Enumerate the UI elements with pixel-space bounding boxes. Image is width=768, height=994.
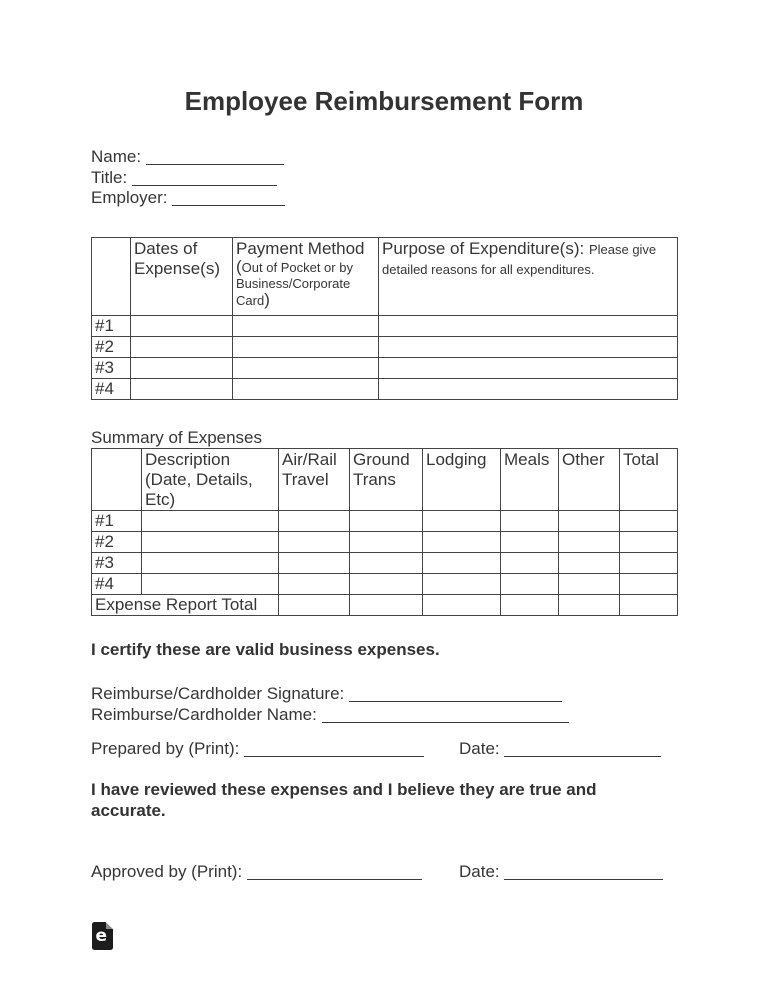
expense-report-total-label: Expense Report Total [92, 595, 279, 616]
certify-statement: I certify these are valid business expenses. [91, 640, 440, 659]
expense-table-header-row [92, 238, 678, 316]
row-label: #4 [92, 574, 142, 595]
cardholder-name-label: Reimburse/Cardholder Name: [91, 704, 317, 724]
description-header-cell: Description (Date, Details, Etc) [142, 449, 279, 511]
identity-fields [91, 147, 677, 209]
expense-row-3 [92, 358, 678, 379]
ground-trans-cell[interactable] [350, 574, 423, 595]
lodging-header-cell: Lodging [423, 449, 501, 511]
air-rail-total-cell[interactable] [279, 595, 350, 616]
cardholder-signature-blank-line[interactable] [349, 698, 562, 702]
prepared-by-blank-line[interactable] [244, 753, 424, 757]
approved-date-blank-line[interactable] [504, 876, 663, 880]
meals-cell[interactable] [501, 511, 559, 532]
ground-trans-cell[interactable] [350, 532, 423, 553]
purpose-cell[interactable] [379, 316, 678, 337]
expense-details-table [91, 237, 678, 400]
dates-cell[interactable] [131, 316, 233, 337]
lodging-cell[interactable] [423, 532, 501, 553]
summary-heading: Summary of Expenses [91, 428, 263, 447]
ground-trans-cell[interactable] [350, 511, 423, 532]
page-title: Employee Reimbursement Form [184, 86, 584, 116]
payment-cell[interactable] [233, 379, 379, 400]
corner-cell [92, 449, 142, 511]
meals-header-cell: Meals [501, 449, 559, 511]
other-cell[interactable] [559, 532, 620, 553]
row-label: #3 [92, 358, 131, 379]
row-label: #4 [92, 379, 131, 400]
eforms-logo [92, 922, 113, 950]
other-total-cell[interactable] [559, 595, 620, 616]
other-header-cell: Other [559, 449, 620, 511]
ground-trans-total-cell[interactable] [350, 595, 423, 616]
dates-header-cell: Dates of Expense(s) [131, 238, 233, 316]
purpose-cell[interactable] [379, 358, 678, 379]
purpose-main: Purpose of Expenditure(s): [382, 239, 585, 258]
approved-by-row [91, 862, 677, 884]
meals-total-cell[interactable] [501, 595, 559, 616]
cardholder-name-blank-line[interactable] [322, 719, 569, 723]
row-label: #2 [92, 337, 131, 358]
cardholder-signature-row [91, 684, 677, 705]
title-label: Title: [91, 167, 128, 187]
dates-cell[interactable] [131, 337, 233, 358]
approved-date-group [459, 862, 663, 883]
title-field-row [91, 168, 677, 189]
purpose-detail: Please give detailed reasons for all expenditures. [382, 242, 657, 277]
payment-method-detail: (Out of Pocket or by Business/Corporate Card) [236, 257, 353, 309]
lodging-total-cell[interactable] [423, 595, 501, 616]
description-cell[interactable] [142, 553, 279, 574]
prepared-date-blank-line[interactable] [504, 753, 661, 757]
title-blank-line[interactable] [132, 182, 277, 186]
cardholder-name-row [91, 705, 677, 726]
air-rail-cell[interactable] [279, 574, 350, 595]
payment-method-main: Payment Method [236, 239, 365, 258]
prepared-date-label: Date: [459, 739, 500, 758]
lodging-cell[interactable] [423, 574, 501, 595]
air-rail-cell[interactable] [279, 553, 350, 574]
air-rail-cell[interactable] [279, 511, 350, 532]
payment-cell[interactable] [233, 316, 379, 337]
summary-of-expenses-table [91, 448, 678, 616]
prepared-by-label: Prepared by (Print): [91, 739, 240, 758]
expense-row-4 [92, 379, 678, 400]
row-label: #2 [92, 532, 142, 553]
meals-cell[interactable] [501, 574, 559, 595]
employer-field-row [91, 188, 677, 209]
description-cell[interactable] [142, 511, 279, 532]
purpose-cell[interactable] [379, 337, 678, 358]
payment-method-header-cell [233, 238, 379, 316]
other-cell[interactable] [559, 553, 620, 574]
total-total-cell[interactable] [620, 595, 678, 616]
summary-row-3 [92, 553, 678, 574]
dates-cell[interactable] [131, 358, 233, 379]
prepared-date-group [459, 739, 661, 760]
purpose-cell[interactable] [379, 379, 678, 400]
payment-cell[interactable] [233, 358, 379, 379]
air-rail-header-cell: Air/Rail Travel [279, 449, 350, 511]
row-label: #1 [92, 316, 131, 337]
approved-by-label: Approved by (Print): [91, 862, 243, 881]
lodging-cell[interactable] [423, 553, 501, 574]
summary-row-2 [92, 532, 678, 553]
row-label: #3 [92, 553, 142, 574]
total-cell[interactable] [620, 532, 678, 553]
description-cell[interactable] [142, 574, 279, 595]
expense-row-1 [92, 316, 678, 337]
eforms-logo-letter: e [95, 926, 108, 946]
row-label: #1 [92, 511, 142, 532]
payment-cell[interactable] [233, 337, 379, 358]
name-label: Name: [91, 147, 142, 166]
approved-by-blank-line[interactable] [247, 876, 422, 880]
other-cell[interactable] [559, 511, 620, 532]
cardholder-signature-label: Reimburse/Cardholder Signature: [91, 684, 345, 703]
total-header-cell: Total [620, 449, 678, 511]
total-cell[interactable] [620, 553, 678, 574]
name-field-row [91, 147, 677, 168]
employer-label: Employer: [91, 188, 168, 207]
purpose-header-cell [379, 238, 678, 316]
total-cell[interactable] [620, 511, 678, 532]
name-blank-line[interactable] [146, 161, 284, 165]
summary-row-1 [92, 511, 678, 532]
review-statement: I have reviewed these expenses and I believe they are true and accurate. [91, 780, 597, 820]
dates-cell[interactable] [131, 379, 233, 400]
summary-row-4 [92, 574, 678, 595]
meals-cell[interactable] [501, 553, 559, 574]
signature-block [91, 684, 677, 725]
ground-trans-header-cell: Ground Trans [350, 449, 423, 511]
air-rail-cell[interactable] [279, 532, 350, 553]
ground-trans-cell[interactable] [350, 553, 423, 574]
description-cell[interactable] [142, 532, 279, 553]
prepared-by-row [91, 739, 677, 761]
expense-row-2 [92, 337, 678, 358]
expense-report-total-row [92, 595, 678, 616]
corner-cell [92, 238, 131, 316]
summary-header-row [92, 449, 678, 511]
meals-cell[interactable] [501, 532, 559, 553]
total-cell[interactable] [620, 574, 678, 595]
employer-blank-line[interactable] [172, 202, 285, 206]
lodging-cell[interactable] [423, 511, 501, 532]
approved-date-label: Date: [459, 862, 500, 881]
other-cell[interactable] [559, 574, 620, 595]
